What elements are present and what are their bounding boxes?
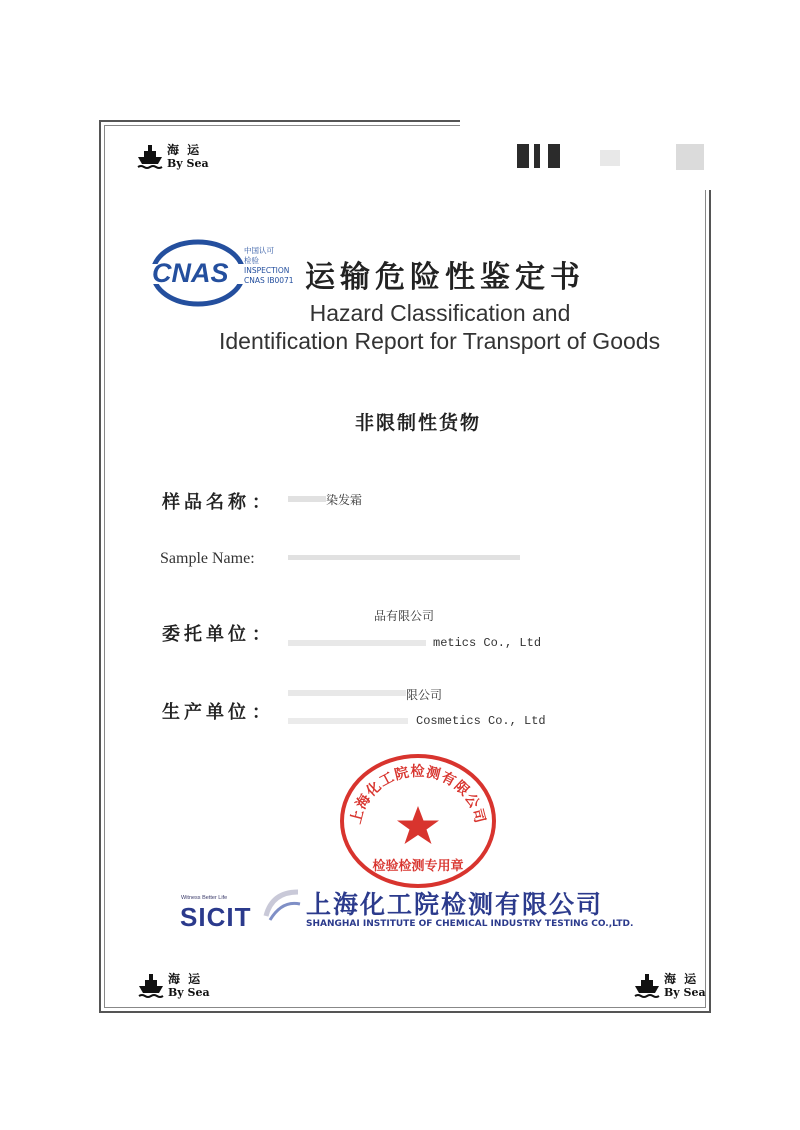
redacted-text bbox=[288, 718, 408, 724]
sicit-logo-word: SICIT bbox=[180, 902, 252, 932]
seal-bottom-text: 检验检测专用章 bbox=[372, 859, 464, 874]
title-en-line2: Identification Report for Transport of Goods bbox=[219, 328, 661, 354]
ship-icon bbox=[138, 972, 164, 1000]
redacted-text bbox=[288, 640, 426, 646]
cnas-line: 检验 bbox=[244, 256, 259, 265]
issuer-name-en: SHANGHAI INSTITUTE OF CHEMICAL INDUSTRY TESTING CO.,LTD. bbox=[306, 919, 634, 929]
sample-name-value-cn: 染发霜 bbox=[326, 493, 363, 507]
sample-name-label-cn: 样品名称 bbox=[162, 492, 250, 513]
sample-name-label-en: Sample Name: bbox=[160, 550, 255, 567]
cnas-line: CNAS IB0071 bbox=[244, 276, 294, 285]
sicit-swoosh-icon bbox=[262, 886, 302, 924]
seal-star-icon bbox=[397, 806, 439, 844]
sicit-tagline: Witness Better Life bbox=[181, 895, 228, 901]
redacted-text bbox=[288, 555, 520, 560]
redacted-text bbox=[288, 690, 406, 696]
by-sea-mark-bottom-left bbox=[138, 972, 210, 1000]
ship-icon bbox=[137, 143, 163, 171]
seal-top-text: 上海化工院检测有限公司 bbox=[348, 764, 488, 826]
official-seal bbox=[338, 752, 498, 890]
redacted-text bbox=[288, 496, 326, 502]
by-sea-cn: 海 运 bbox=[167, 143, 202, 157]
colon: ： bbox=[252, 492, 270, 513]
by-sea-en: By Sea bbox=[664, 986, 706, 999]
client-label: 委托单位 bbox=[162, 624, 250, 645]
cnas-logo-text: CNAS bbox=[152, 258, 229, 288]
by-sea-mark-top-left bbox=[137, 143, 209, 171]
manufacturer-value-en: Cosmetics Co., Ltd bbox=[416, 714, 546, 728]
redacted-block bbox=[600, 150, 620, 166]
title-cn: 运输危险性鉴定书 bbox=[305, 260, 585, 295]
redacted-block bbox=[676, 144, 704, 170]
by-sea-cn: 海 运 bbox=[168, 972, 203, 986]
by-sea-mark-bottom-right bbox=[634, 972, 706, 1000]
goods-category: 非限制性货物 bbox=[354, 412, 481, 434]
redacted-block bbox=[548, 144, 560, 168]
issuer-name-cn: 上海化工院检测有限公司 bbox=[306, 890, 604, 919]
colon: ： bbox=[252, 624, 270, 645]
client-value-cn: 品有限公司 bbox=[374, 609, 435, 623]
by-sea-cn: 海 运 bbox=[664, 972, 699, 986]
redacted-block bbox=[534, 144, 540, 168]
redacted-block bbox=[517, 144, 529, 168]
by-sea-en: By Sea bbox=[167, 157, 209, 170]
manufacturer-label: 生产单位 bbox=[162, 702, 250, 723]
by-sea-en: By Sea bbox=[168, 986, 210, 999]
client-value-en: metics Co., Ltd bbox=[433, 636, 542, 650]
cnas-line: 中国认可 bbox=[244, 246, 274, 255]
manufacturer-value-cn: 限公司 bbox=[406, 688, 443, 702]
cnas-accreditation-text bbox=[244, 246, 294, 286]
ship-icon bbox=[634, 972, 660, 1000]
colon: ： bbox=[252, 702, 270, 723]
title-en-line1: Hazard Classification and bbox=[309, 300, 571, 326]
cnas-line: INSPECTION bbox=[244, 266, 290, 275]
